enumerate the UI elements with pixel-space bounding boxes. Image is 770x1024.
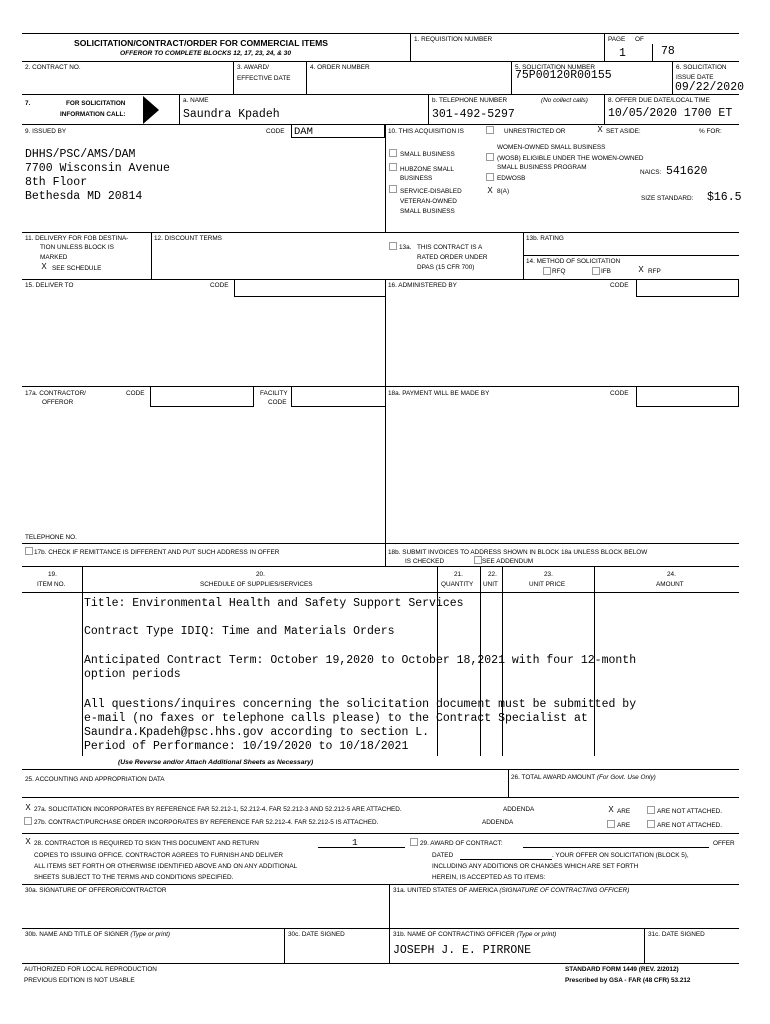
deliver-code-label: CODE: [210, 282, 229, 289]
27a-are-not-checkbox[interactable]: [647, 806, 655, 814]
27b-are-checkbox[interactable]: [607, 820, 615, 828]
block-7-number: 7.: [25, 100, 31, 107]
telephone-no-label: TELEPHONE NO.: [25, 534, 77, 541]
your-offer-text: . YOUR OFFER ON SOLICITATION (BLOCK 5),: [552, 852, 689, 859]
col-item-no-number: 19.: [48, 571, 57, 578]
dated-label: DATED: [432, 852, 454, 859]
col-unit-price-number: 23.: [544, 571, 553, 578]
naics-label: NAICS:: [640, 169, 662, 176]
contact-name: Saundra Kpadeh: [183, 108, 280, 121]
28-label-3: ALL ITEMS SET FORTH OR OTHERWISE IDENTIFIED ABOVE AND ON ANY ADDITIONAL: [34, 863, 298, 870]
8a-label: 8(A): [497, 188, 510, 195]
see-schedule-label: SEE SCHEDULE: [52, 265, 102, 272]
offer-due-date: 10/05/2020 1700 ET: [608, 107, 733, 120]
remittance-checkbox[interactable]: [25, 547, 33, 555]
size-standard-label: SIZE STANDARD:: [641, 195, 694, 202]
see-addendum-checkbox[interactable]: [474, 556, 482, 564]
no-collect-calls-note: (No collect calls): [541, 97, 588, 104]
rated-order-label-1: THIS CONTRACT IS A: [417, 244, 483, 251]
rating-label: 13b. RATING: [526, 235, 564, 242]
percent-for-label: % FOR:: [699, 128, 722, 135]
payment-code-label: CODE: [610, 390, 629, 397]
hubzone-label-2: BUSINESS: [400, 175, 433, 182]
small-business-checkbox[interactable]: [389, 149, 397, 157]
28-label-2: COPIES TO ISSUING OFFICE. CONTRACTOR AGREES TO FURNISH AND DELIVER: [34, 852, 284, 859]
delivery-fob-label-1: 11. DELIVERY FOR FOB DESTINA-: [25, 235, 129, 242]
col-unit-number: 22.: [488, 571, 497, 578]
wosb-label-1: WOMEN-OWNED SMALL BUSINESS: [497, 144, 606, 151]
29-checkbox[interactable]: [410, 838, 418, 846]
hubzone-checkbox[interactable]: [389, 163, 397, 171]
facility-label-1: FACILITY: [260, 390, 288, 397]
27a-checkbox[interactable]: X: [25, 803, 31, 812]
acquisition-label: 10. THIS ACQUISITION IS: [388, 128, 464, 135]
rfp-checkbox[interactable]: X: [638, 265, 644, 274]
arrow-right-icon: [143, 96, 159, 124]
schedule-line: e-mail (no faxes or telephone calls please) to the Contract Specialist at: [84, 712, 588, 725]
reverse-sheets-note: (Use Reverse and/or Attach Additional Sheets as Necessary): [118, 759, 314, 766]
footer-previous-edition: PREVIOUS EDITION IS NOT USABLE: [24, 977, 135, 984]
offer-label: OFFER: [713, 840, 735, 847]
ifb-checkbox[interactable]: [592, 267, 600, 275]
schedule-line: option periods: [84, 668, 181, 681]
remittance-label: 17b. CHECK IF REMITTANCE IS DIFFERENT AND PUT SUCH ADDRESS IN OFFER: [34, 549, 280, 556]
contract-no-label: 2. CONTRACT NO.: [25, 64, 81, 71]
solicitation-type-label: 6. SOLICITATION: [676, 64, 727, 71]
col-schedule-header: SCHEDULE OF SUPPLIES/SERVICES: [200, 581, 313, 588]
col-quantity-number: 21.: [454, 571, 463, 578]
info-call-label-1: FOR SOLICITATION: [66, 100, 126, 107]
invoice-label-1: 18b. SUBMIT INVOICES TO ADDRESS SHOWN IN BLOCK 18a UNLESS BLOCK BELOW: [388, 549, 648, 556]
issued-code-label: CODE: [266, 128, 285, 135]
signer-name-label: 30b. NAME AND TITLE OF SIGNER (Type or print): [25, 931, 171, 938]
telephone-label: b. TELEPHONE NUMBER: [432, 97, 508, 104]
27a-label: 27a. SOLICITATION INCORPORATES BY REFERENCE FAR 52.212-1, 52.212-4. FAR 52.212-3 AND 52.212-5 ARE ATTACHED.: [34, 806, 402, 813]
herein-text: HEREIN, IS ACCEPTED AS TO ITEMS:: [432, 874, 546, 881]
rfq-checkbox[interactable]: [543, 267, 551, 275]
form-title: SOLICITATION/CONTRACT/ORDER FOR COMMERCIAL ITEMS: [74, 38, 328, 48]
naics-code: 541620: [666, 165, 708, 178]
schedule-line: Contract Type IDIQ: Time and Materials Orders: [84, 625, 395, 638]
page-number: 1: [619, 47, 626, 60]
of-label: OF: [635, 36, 644, 43]
set-aside-label: SET ASIDE:: [606, 128, 641, 135]
28-label-1: 28. CONTRACTOR IS REQUIRED TO SIGN THIS DOCUMENT AND RETURN: [34, 840, 259, 847]
issued-address-2: 7700 Wisconsin Avenue: [25, 162, 170, 175]
wosb-checkbox[interactable]: [486, 153, 494, 161]
col-amount-header: AMOUNT: [656, 581, 684, 588]
signature-offeror-label: 30a. SIGNATURE OF OFFEROR/CONTRACTOR: [25, 887, 167, 894]
offer-due-label: 8. OFFER DUE DATE/LOCAL TIME: [608, 97, 710, 104]
contact-name-label: a. NAME: [183, 97, 209, 104]
issued-by-label: 9. ISSUED BY: [25, 128, 67, 135]
27b-are-not-label: ARE NOT ATTACHED.: [657, 822, 722, 829]
return-copies: 1: [352, 837, 358, 848]
solicitation-number-label: 5. SOLICITATION NUMBER: [515, 64, 596, 71]
28-checkbox[interactable]: X: [25, 837, 31, 846]
rfp-label: RFP: [648, 268, 661, 275]
rated-order-label-2: RATED ORDER UNDER: [417, 254, 488, 261]
rated-order-label-3: DPAS (15 CFR 700): [417, 264, 475, 271]
27b-addenda: ADDENDA: [482, 819, 514, 826]
order-number-label: 4. ORDER NUMBER: [310, 64, 370, 71]
see-addendum-label: SEE ADDENDUM: [482, 558, 534, 565]
issued-address-1: DHHS/PSC/AMS/DAM: [25, 148, 136, 161]
total-award-label: 26. TOTAL AWARD AMOUNT (For Govt. Use Only): [511, 774, 656, 781]
ifb-label: IFB: [601, 268, 611, 275]
wosb-label-2: (WOSB) ELIGIBLE UNDER THE WOMEN-OWNED: [497, 155, 644, 162]
27b-label: 27b. CONTRACT/PURCHASE ORDER INCORPORATES BY REFERENCE FAR 52.212-4. FAR 52.212-5 IS ATTACHED.: [34, 819, 379, 826]
accounting-label: 25. ACCOUNTING AND APPROPRIATION DATA: [25, 776, 165, 783]
schedule-line: Anticipated Contract Term: October 19,2020 to October 18,2021 with four 12-month: [84, 654, 637, 667]
issue-date-label: ISSUE DATE: [676, 74, 714, 81]
issued-address-4: Bethesda MD 20814: [25, 190, 143, 203]
officer-name-label: 31b. NAME OF CONTRACTING OFFICER (Type or print): [393, 931, 557, 938]
requisition-number-label: 1. REQUISITION NUMBER: [414, 36, 493, 43]
unrestricted-label: UNRESTRICTED OR: [504, 128, 566, 135]
telephone-number: 301-492-5297: [432, 108, 515, 121]
rated-order-checkbox[interactable]: [389, 242, 397, 250]
award-date-label-1: 3. AWARD/: [237, 64, 269, 71]
footer-prescribed: Prescribed by GSA - FAR (48 CFR) 53.212: [565, 977, 691, 984]
award-of-contract-label: 29. AWARD OF CONTRACT:: [420, 840, 503, 847]
including-text: INCLUDING ANY ADDITIONS OR CHANGES WHICH ARE SET FORTH: [432, 863, 639, 870]
delivery-fob-label-2: TION UNLESS BLOCK IS: [40, 244, 114, 251]
contracting-officer-name: JOSEPH J. E. PIRRONE: [393, 944, 532, 957]
27b-are-label: ARE: [617, 822, 631, 829]
edwosb-label: EDWOSB: [497, 175, 526, 182]
schedule-line: Saundra.Kpadeh@psc.hhs.gov according to section L.: [84, 726, 430, 739]
page-total: 78: [661, 45, 675, 58]
delivery-fob-label-3: MARKED: [40, 254, 68, 261]
27b-checkbox[interactable]: [24, 817, 32, 825]
27a-addenda: ADDENDA: [503, 806, 535, 813]
sdvosb-label-3: SMALL BUSINESS: [400, 208, 455, 215]
27b-are-not-checkbox[interactable]: [647, 820, 655, 828]
invoice-label-2: IS CHECKED: [405, 558, 445, 565]
discount-terms-label: 12. DISCOUNT TERMS: [154, 235, 222, 242]
method-label: 14. METHOD OF SOLICITATION: [526, 258, 621, 265]
administered-code-label: CODE: [610, 282, 629, 289]
footer-form-number: STANDARD FORM 1449 (REV. 2/2012): [565, 966, 679, 973]
see-schedule-checkbox[interactable]: X: [41, 262, 47, 271]
solicitation-number: 75P00120R00155: [515, 69, 612, 82]
27a-are-label: ARE: [617, 808, 631, 815]
col-schedule-number: 20.: [256, 571, 265, 578]
award-date-label-2: EFFECTIVE DATE: [237, 75, 291, 82]
sdvosb-checkbox[interactable]: [389, 185, 397, 193]
administered-by-label: 16. ADMINISTERED BY: [388, 282, 457, 289]
signature-officer-label: 31a. UNITED STATES OF AMERICA (SIGNATURE OF CONTRACTING OFFICER): [393, 887, 630, 894]
schedule-line: Title: Environmental Health and Safety Support Services: [84, 597, 464, 610]
rfq-label: RFQ: [552, 268, 566, 275]
issued-code: DAM: [294, 126, 313, 138]
hubzone-label-1: HUBZONE SMALL: [400, 166, 454, 173]
schedule-line: Period of Performance: 10/19/2020 to 10/18/2021: [84, 740, 409, 753]
sdvosb-label-2: VETERAN-OWNED: [400, 198, 457, 205]
officer-date-signed-label: 31c. DATE SIGNED: [648, 931, 705, 938]
set-aside-checkbox[interactable]: X: [597, 125, 603, 134]
offeror-date-signed-label: 30c. DATE SIGNED: [288, 931, 345, 938]
col-unit-header: UNIT: [483, 581, 498, 588]
issue-date: 09/22/2020: [675, 81, 745, 94]
sdvosb-label-1: SERVICE-DISABLED: [400, 188, 462, 195]
28-label-4: SHEETS SUBJECT TO THE TERMS AND CONDITIONS SPECIFIED.: [34, 874, 234, 881]
col-quantity-header: QUANTITY: [441, 581, 474, 588]
8a-checkbox[interactable]: X: [487, 186, 493, 195]
footer-authorized: AUTHORIZED FOR LOCAL REPRODUCTION: [24, 966, 157, 973]
27a-are-not-label: ARE NOT ATTACHED.: [657, 808, 722, 815]
contractor-label-1: 17a. CONTRACTOR/: [25, 390, 86, 397]
form-subtitle: OFFEROR TO COMPLETE BLOCKS 12, 17, 23, 24, & 30: [120, 50, 291, 57]
wosb-label-3: SMALL BUSINESS PROGRAM: [497, 164, 587, 169]
deliver-to-label: 15. DELIVER TO: [25, 282, 74, 289]
page-label: PAGE: [608, 36, 626, 43]
edwosb-checkbox[interactable]: [486, 173, 494, 181]
col-amount-number: 24.: [667, 571, 676, 578]
unrestricted-checkbox[interactable]: [486, 126, 494, 134]
issued-address-3: 8th Floor: [25, 176, 88, 189]
col-item-no-header: ITEM NO.: [37, 581, 66, 588]
small-business-label: SMALL BUSINESS: [400, 151, 455, 158]
payment-label: 18a. PAYMENT WILL BE MADE BY: [388, 390, 490, 397]
27a-are-checkbox[interactable]: X: [608, 805, 614, 814]
schedule-line: All questions/inquires concerning the solicitation document must be submitted by: [84, 698, 637, 711]
contractor-code-label: CODE: [126, 390, 145, 397]
size-standard-value: $16.5: [707, 191, 742, 204]
facility-label-2: CODE: [268, 399, 287, 406]
info-call-label-2: INFORMATION CALL:: [60, 111, 126, 118]
col-unit-price-header: UNIT PRICE: [529, 581, 566, 588]
contractor-label-2: OFFEROR: [42, 399, 74, 406]
rated-order-number: 13a.: [399, 244, 412, 251]
